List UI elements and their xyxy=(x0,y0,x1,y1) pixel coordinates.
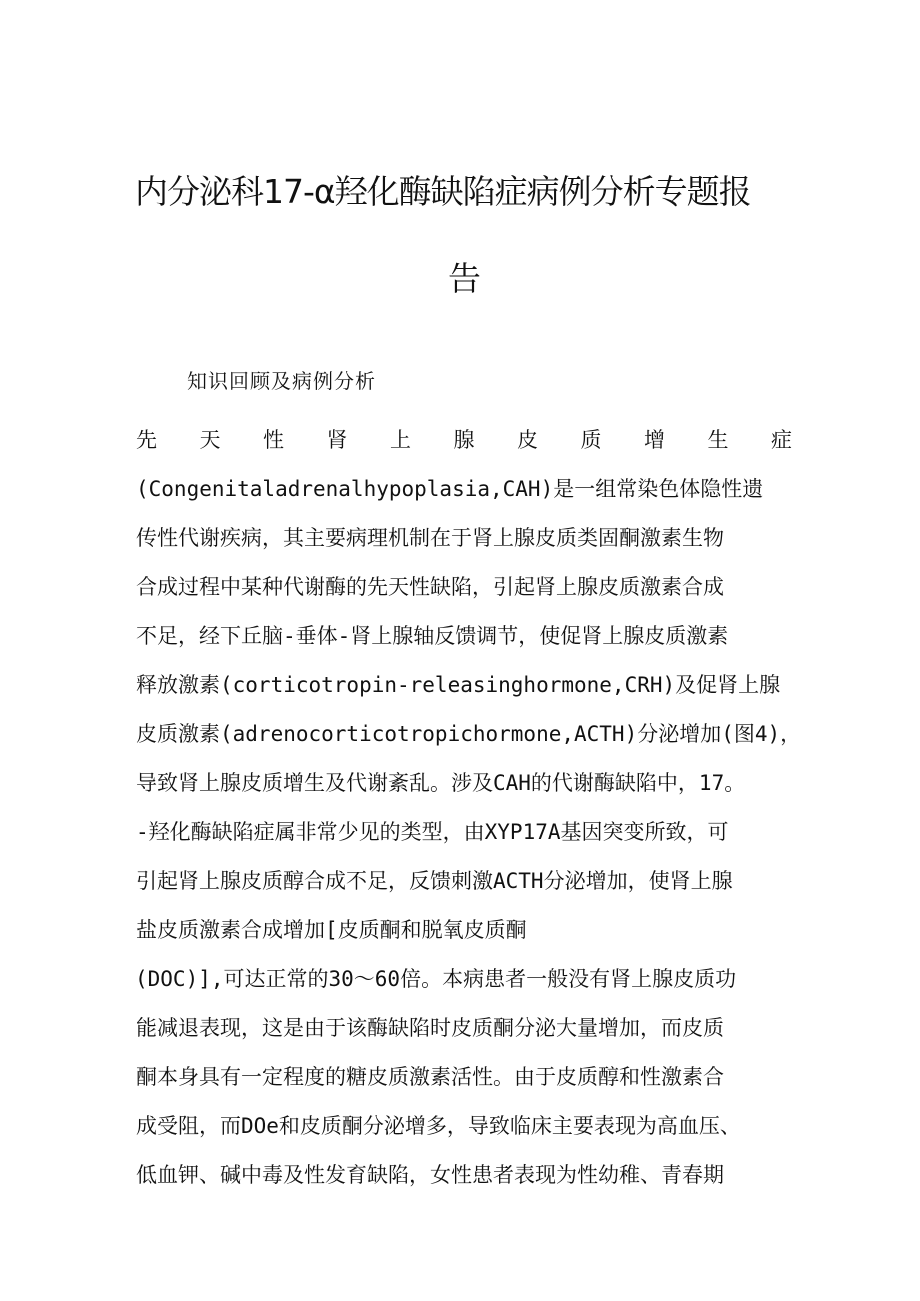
paragraph-line: 释放激素(corticotropin-releasinghormone,CRH)及促肾上腺 xyxy=(136,673,781,697)
paragraph-char: 上 xyxy=(390,428,411,452)
paragraph-char: 生 xyxy=(707,428,729,452)
paragraph-char: 增 xyxy=(644,428,665,452)
paragraph-line: 导致肾上腺皮质增生及代谢紊乱。涉及CAH的代谢酶缺陷中，17。 xyxy=(136,771,746,795)
paragraph-line: (Congenitaladrenalhypoplasia,CAH)是一组常染色体隐性遗 xyxy=(136,477,764,501)
paragraph-char: 症 xyxy=(771,428,792,452)
paragraph-line: -羟化酶缺陷症属非常少见的类型，由XYP17A基因突变所致，可 xyxy=(136,820,729,844)
paragraph-line: 能减退表现，这是由于该酶缺陷时皮质酮分泌大量增加，而皮质 xyxy=(136,1016,724,1040)
paragraph-line: 合成过程中某种代谢酶的先天性缺陷，引起肾上腺皮质激素合成 xyxy=(136,575,724,599)
paragraph-char: 质 xyxy=(580,428,602,452)
paragraph-line: 传性代谢疾病，其主要病理机制在于肾上腺皮质类固酮激素生物 xyxy=(136,526,724,550)
paragraph-line: 酮本身具有一定程度的糖皮质激素活性。由于皮质醇和性激素合 xyxy=(136,1065,724,1089)
document-title-line-2: 告 xyxy=(448,259,480,298)
paragraph-line: (DOC)],可达正常的30～60倍。本病患者一般没有肾上腺皮质功 xyxy=(135,967,737,991)
section-heading: 知识回顾及病例分析 xyxy=(187,369,376,393)
paragraph-char: 皮 xyxy=(517,428,538,452)
paragraph-char: 肾 xyxy=(326,428,348,452)
paragraph-char: 先 xyxy=(136,428,157,452)
paragraph-line: 低血钾、碱中毒及性发育缺陷，女性患者表现为性幼稚、青春期 xyxy=(136,1163,724,1187)
paragraph-line: 皮质激素(adrenocorticotropichormone,ACTH)分泌增加(图4)， xyxy=(136,722,802,746)
document-title-line-1: 内分泌科17-α羟化酶缺陷症病例分析专题报 xyxy=(135,172,751,211)
paragraph-char: 天 xyxy=(199,428,221,452)
paragraph-first-line xyxy=(136,425,792,455)
paragraph-char: 腺 xyxy=(453,428,475,452)
paragraph-line: 成受阻，而DOe和皮质酮分泌增多，导致临床主要表现为高血压、 xyxy=(136,1114,741,1138)
paragraph-line: 盐皮质激素合成增加[皮质酮和脱氧皮质酮 xyxy=(136,918,527,942)
paragraph-line: 引起肾上腺皮质醇合成不足，反馈刺激ACTH分泌增加，使肾上腺 xyxy=(136,869,733,893)
paragraph-line: 不足，经下丘脑-垂体-肾上腺轴反馈调节，使促肾上腺皮质激素 xyxy=(136,624,729,648)
paragraph-char: 性 xyxy=(263,428,284,452)
